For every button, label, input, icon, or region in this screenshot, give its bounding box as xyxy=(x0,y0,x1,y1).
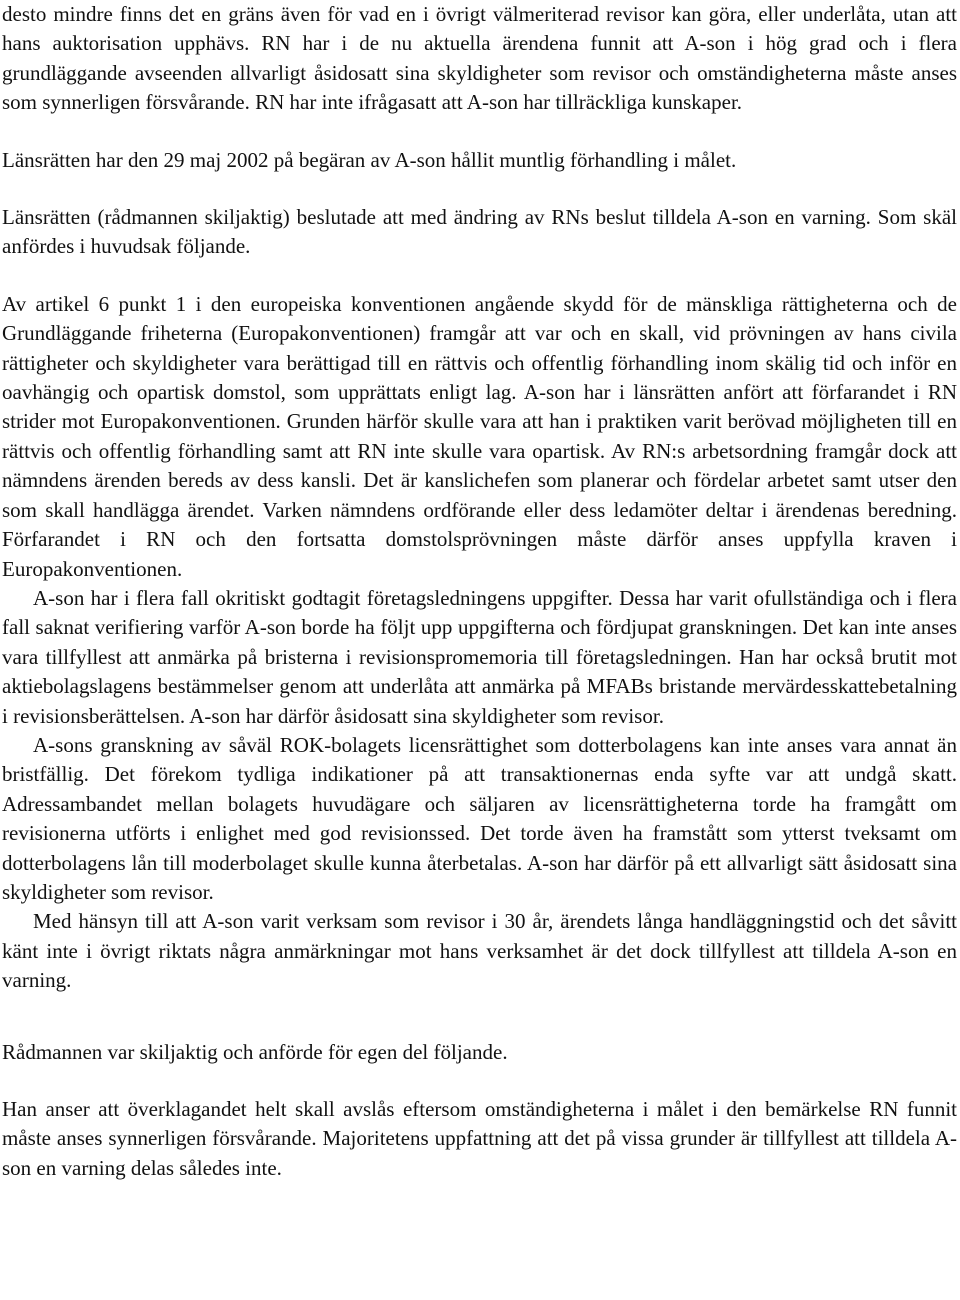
paragraph-oral-hearing: Länsrätten har den 29 maj 2002 på begäran av A-son hållit muntlig förhandling i målet. xyxy=(2,147,737,172)
paragraph-management-data: A-son har i flera fall okritiskt godtagit företagsledningens uppgifter. Dessa har varit ofullständiga och i flera fall saknat verifiering varför A-son borde ha följt upp uppgifterna och fördjupat granskningen. Det kan inte anses vara tillfyllest att anmärka på bristerna i revisionspromemoria till företagsledningen. Han har också brutit mot aktiebolagslagens bestämmelser genom att underlåta att anmärka på MFABs bristande mervärdesskattebetalning i revisionsberättelsen. A-son har därför åsidosatt sina skyldigheter som revisor. xyxy=(2,585,957,728)
paragraph-dissent-intro: Rådmannen var skiljaktig och anförde för egen del följande. xyxy=(2,1039,508,1064)
paragraph-rn-assessment: desto mindre finns det en gräns även för vad en i övrigt välmeriterad revisor kan göra, eller underlåta, utan att hans auktorisation upphävs. RN har i de nu aktuella ärendena funnit att A-son i hög grad och i flera grundläggande avseenden allvarligt åsidosatt sina skyldigheter som revisor och omständigheterna måste anses som synnerligen försvårande. RN har inte ifrågasatt att A-son har tillräckliga kunskaper. xyxy=(2,2,957,115)
paragraph-europakonventionen: Av artikel 6 punkt 1 i den europeiska konventionen angående skydd för de mänskliga rättigheterna och de Grundläggande friheterna (Europakonventionen) framgår att var och en skall, vid prövningen av hans civila rättigheter och skyldigheter vara berättigad till en rättvis och offentlig förhandling inom skälig tid och inför en oavhängig och opartisk domstol, som upprättats enligt lag. A-son har i länsrätten anfört att förfarandet i RN strider mot Europakonventionen. Grunden härför skulle vara att han i praktiken varit berövad möjligheten till en rättvis och offentlig förhandling samt att RN inte skulle vara opartisk. Av RN:s arbetsordning framgår dock att nämndens ärenden bereds av dess kansli. Det är kanslichefen som planerar och fördelar arbetet samt utser den som skall handlägga ärendet. Varken nämndens ordförande eller dess ledamöter deltar i ärendenas beredning. Förfarandet i RN och den fortsatta domstolsprövningen måste därför anses uppfylla kraven i Europakonventionen. xyxy=(2,291,957,581)
paragraph-court-decision: Länsrätten (rådmannen skiljaktig) beslutade att med ändring av RNs beslut tilldela A-son en varning. Som skäl anfördes i huvudsak följande. xyxy=(2,205,957,259)
paragraph-dissent-opinion: Han anser att överklagandet helt skall avslås eftersom omständigheterna i målet i den bemärkelse RN funnit måste anses synnerligen försvårande. Majoritetens uppfattning att det på vissa grunder är tillfyllest att tilldela A-son en varning delas således inte. xyxy=(2,1097,957,1180)
paragraph-rok-audit: A-sons granskning av såväl ROK-bolagets licensrättighet som dotterbolagens kan inte anses vara annat än bristfällig. Det förekom tydliga indikationer på att transaktionernas enda syfte var att undgå skatt. Adressambandet mellan bolagets huvudägare och säljaren av licensrättigheterna torde ha framgått om revisionerna utförts i enlighet med god revisionssed. Det torde även ha framstått som ytterst tveksamt om dotterbolagens lån till moderbolaget skulle kunna återbetalas. A-son har därför på ett allvarligt sätt åsidosatt sina skyldigheter som revisor. xyxy=(2,732,957,904)
paragraph-warning: Med hänsyn till att A-son varit verksam som revisor i 30 år, ärendets långa handläggningstid och det såvitt känt inte i övrigt riktats några anmärkningar mot hans verksamhet är det dock tillfyllest att tilldela A-son en varning. xyxy=(2,909,957,993)
